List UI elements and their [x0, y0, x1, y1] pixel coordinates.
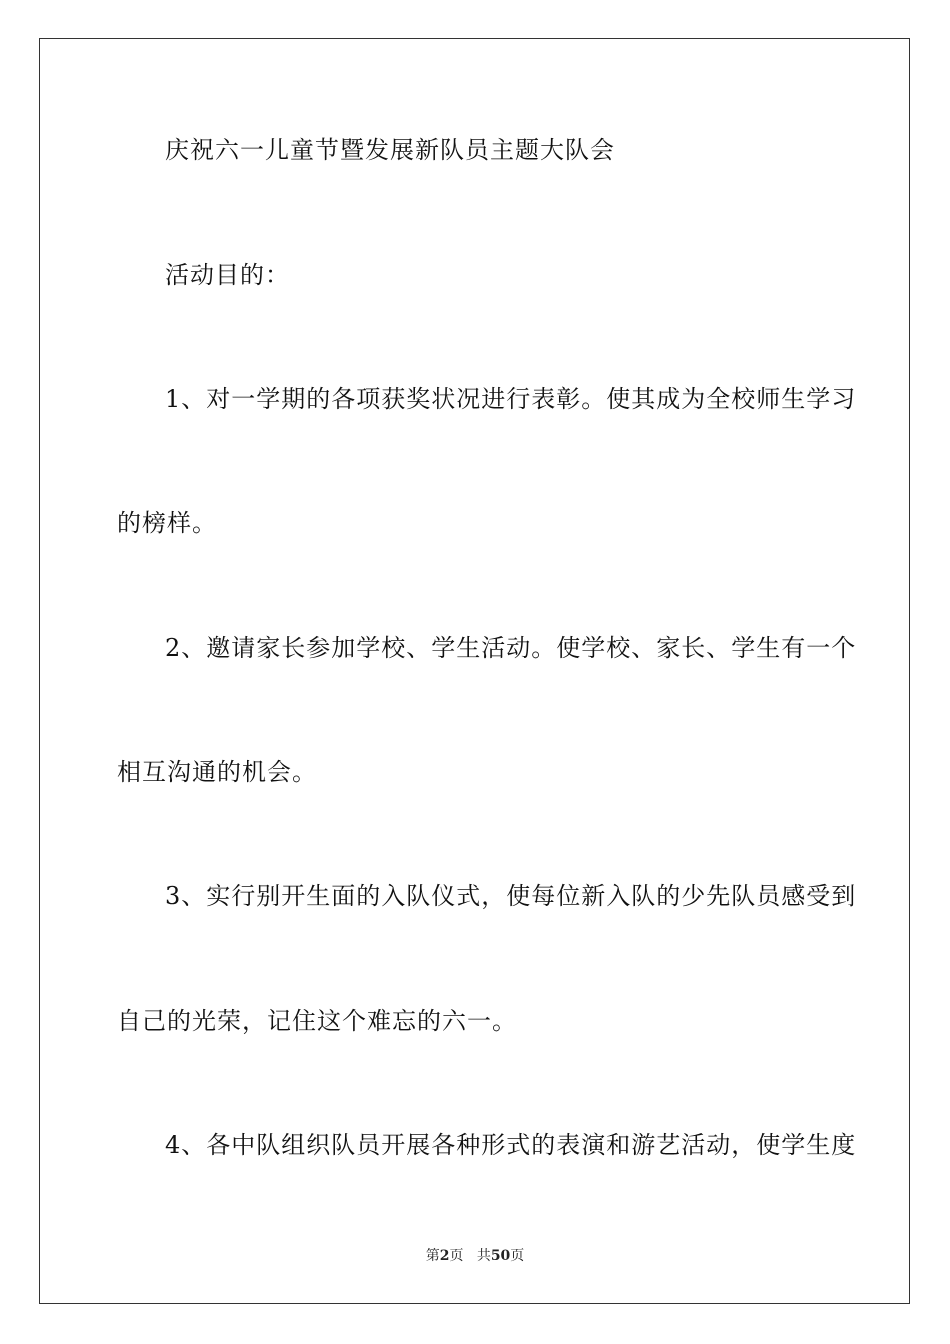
document-title: 庆祝六一儿童节暨发展新队员主题大队会	[165, 136, 615, 164]
paragraph-1-line-2: 的榜样。	[117, 509, 217, 537]
paragraph-1-line-1: 1、对一学期的各项获奖状况进行表彰。使其成为全校师生学习	[165, 385, 857, 413]
paragraph-3-line-2: 自己的光荣，记住这个难忘的六一。	[117, 1007, 517, 1035]
footer-total-suffix: 页	[510, 1248, 525, 1264]
footer-page-prefix: 第	[425, 1248, 440, 1264]
paragraph-4-line-1: 4、各中队组织队员开展各种形式的表演和游艺活动，使学生度	[165, 1131, 857, 1159]
paragraph-3-line-1: 3、实行别开生面的入队仪式，使每位新入队的少先队员感受到	[165, 882, 857, 910]
page-frame	[39, 38, 910, 1304]
page-footer	[0, 1247, 950, 1265]
paragraph-2-line-2: 相互沟通的机会。	[117, 758, 317, 786]
footer-page-suffix: 页	[449, 1248, 464, 1264]
paragraph-2-line-1: 2、邀请家长参加学校、学生活动。使学校、家长、学生有一个	[165, 634, 857, 662]
section-heading: 活动目的：	[165, 261, 290, 289]
footer-total-pages: 50	[490, 1248, 511, 1264]
footer-page-number: 2	[439, 1248, 450, 1264]
footer-total-prefix: 共	[476, 1248, 491, 1264]
